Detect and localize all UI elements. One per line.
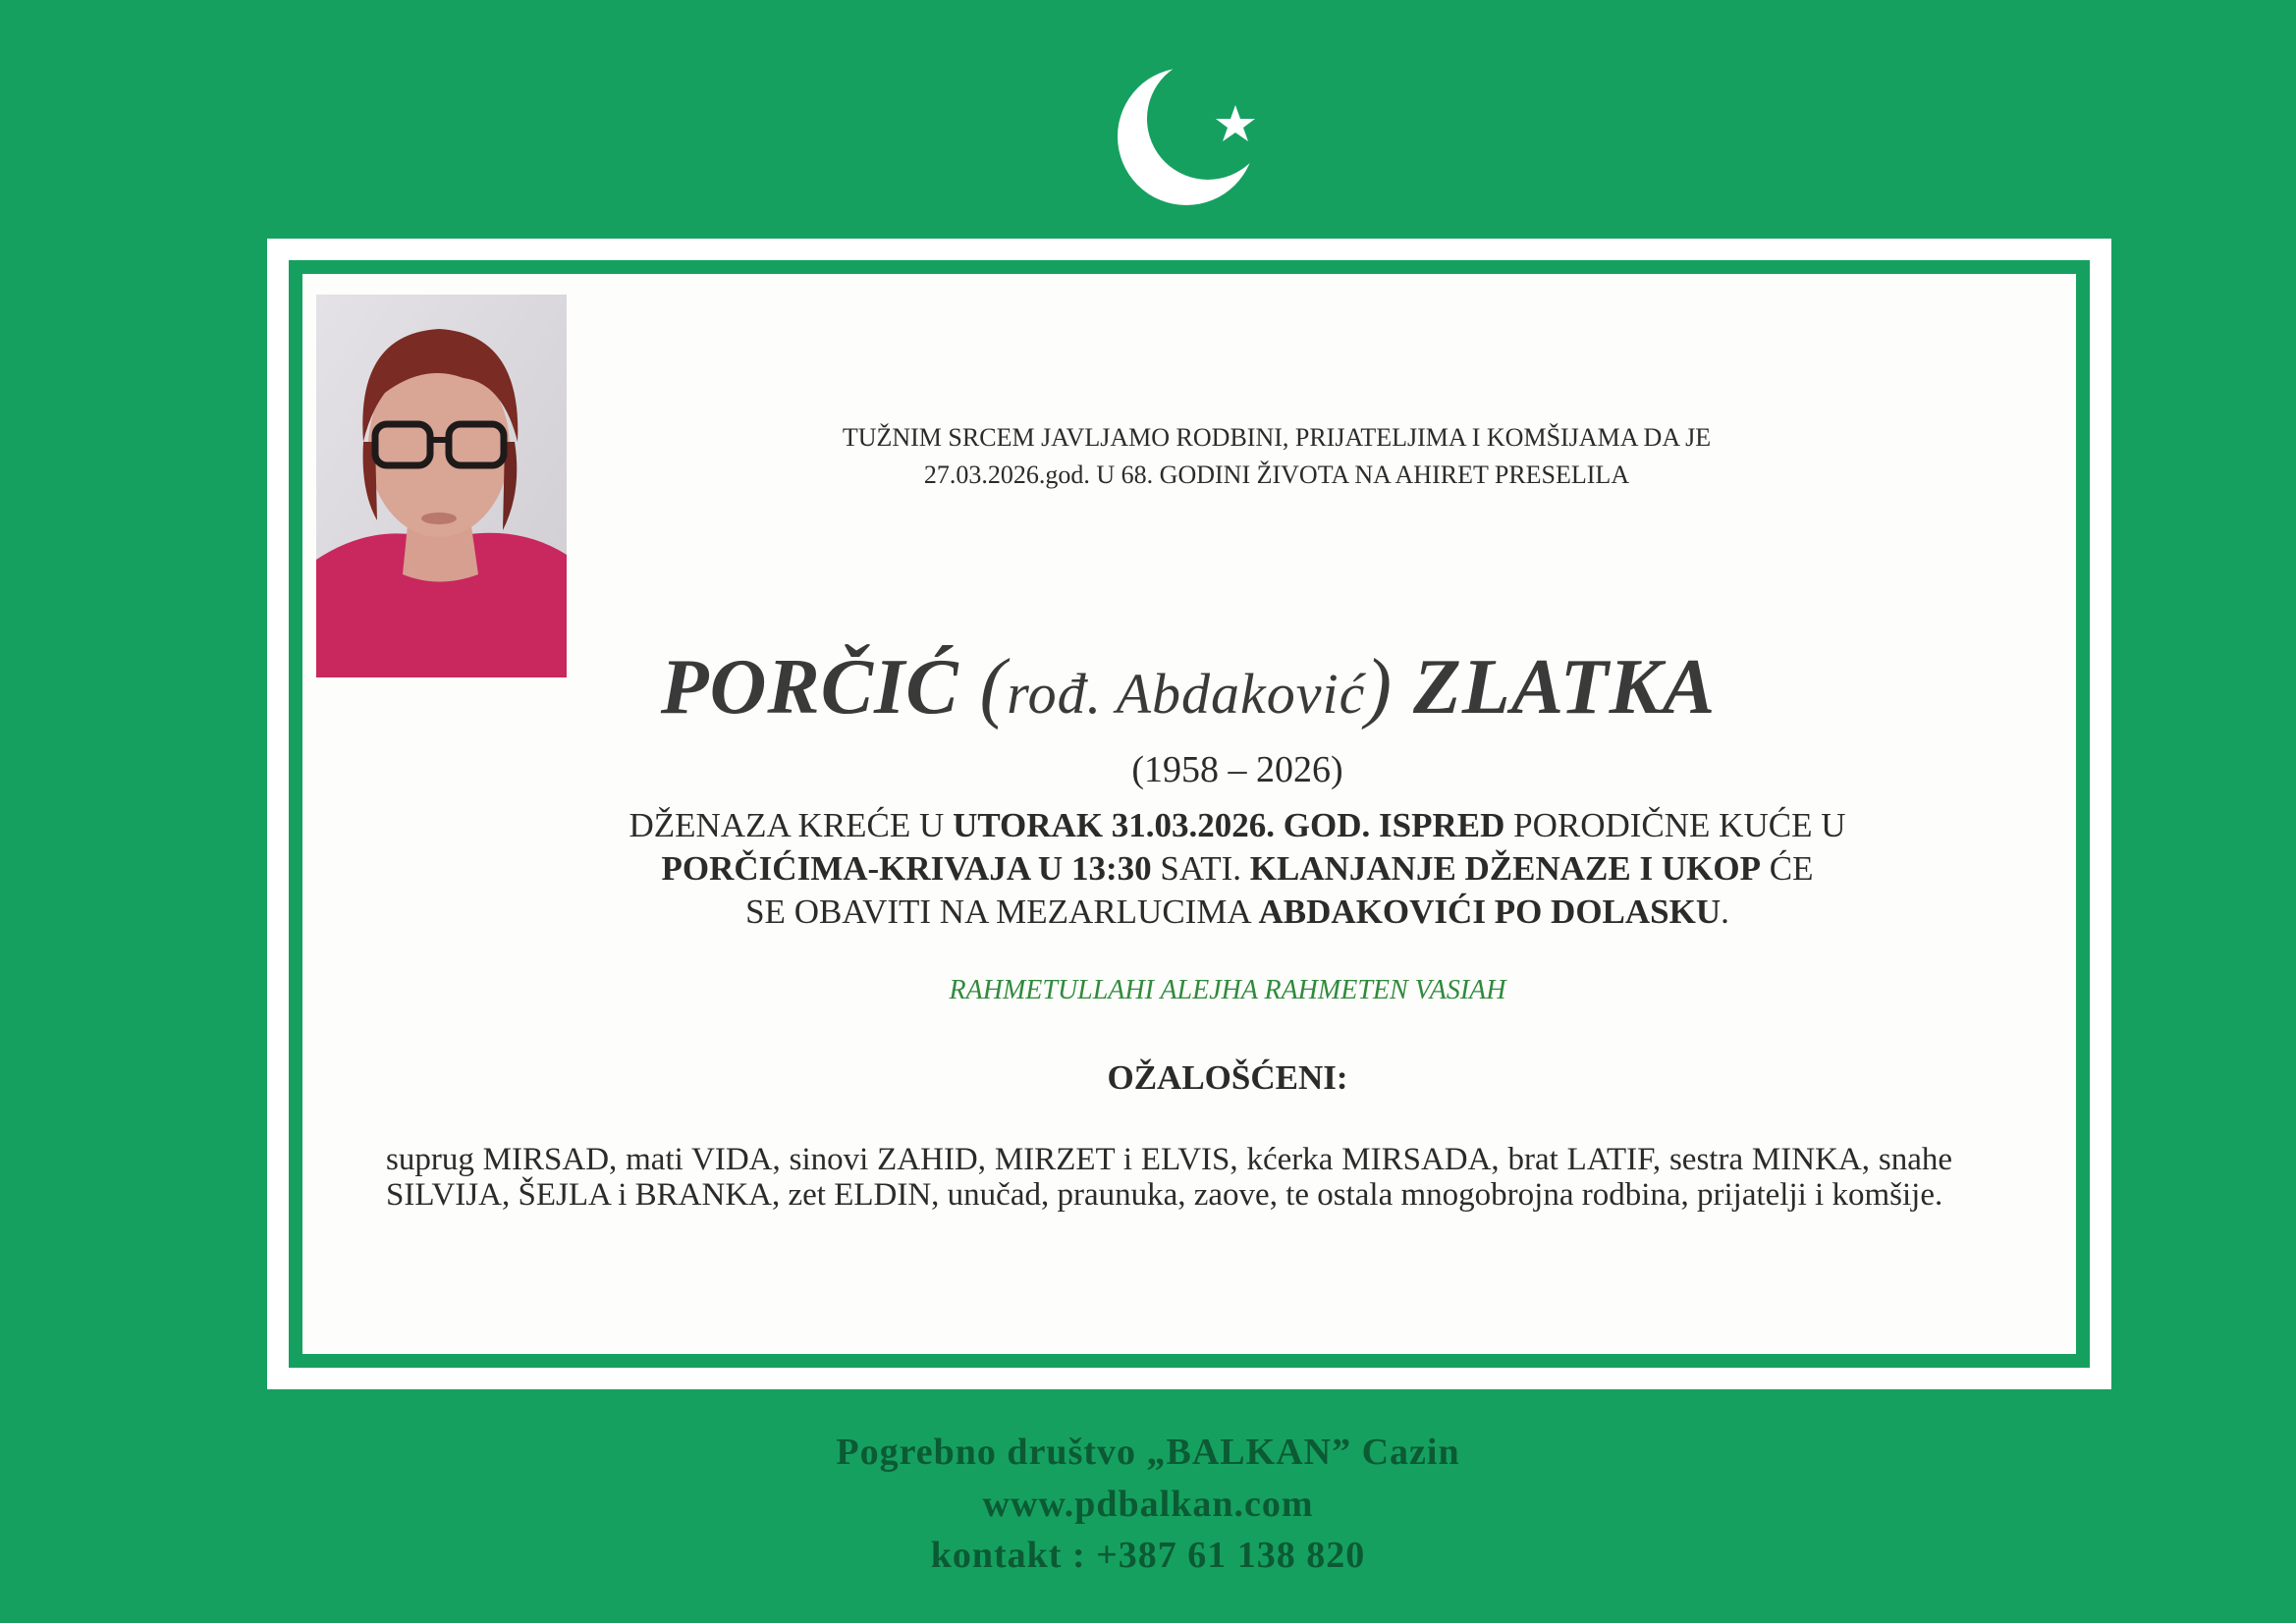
surname: PORČIĆ [660, 644, 959, 730]
company-website: www.pdbalkan.com [982, 1484, 1314, 1525]
deceased-name: PORČIĆ (rođ. Abdaković) ZLATKA [660, 644, 1717, 730]
life-years: (1958 – 2026) [1131, 749, 1343, 790]
funeral-line-3: SE OBAVITI NA MEZARLUCIMA ABDAKOVIĆI PO DOLASKU. [745, 893, 1729, 931]
funeral-company: Pogrebno društvo „BALKAN” Cazin [836, 1432, 1460, 1473]
intro-line-1: TUŽNIM SRCEM JAVLJAMO RODBINI, PRIJATELJIMA I KOMŠIJAMA DA JE [842, 423, 1712, 452]
company-contact: kontakt : +387 61 138 820 [930, 1535, 1366, 1576]
intro-line-2: 27.03.2026.god. U 68. GODINI ŽIVOTA NA AHIRET PRESELILA [923, 460, 1630, 489]
funeral-line-2: PORČIĆIMA-KRIVAJA U 13:30 SATI. KLANJANJE DŽENAZE I UKOP ĆE [661, 849, 1814, 888]
crescent-star-icon [1110, 54, 1267, 211]
mourners-title: OŽALOŠĆENI: [1107, 1058, 1348, 1097]
first-name: ZLATKA [1413, 644, 1717, 730]
prayer-text: RAHMETULLAHI ALEJHA RAHMETEN VASIAH [949, 975, 1506, 1005]
maiden-name: rođ. Abdaković [1007, 662, 1366, 726]
funeral-line-1: DŽENAZA KREĆE U UTORAK 31.03.2026. GOD. ISPRED PORODIČNE KUĆE U [629, 806, 1846, 844]
mourners-list: suprug MIRSAD, mati VIDA, sinovi ZAHID, MIRZET i ELVIS, kćerka MIRSADA, brat LATIF, sestra MINKA, snahe SILVIJA, ŠEJLA i BRANKA, zet ELDIN, unučad, praunuka, zaove, te ostala mnogobrojna rodbina, prijatelji i komšije. [386, 1142, 1952, 1213]
portrait-photo [316, 295, 567, 677]
